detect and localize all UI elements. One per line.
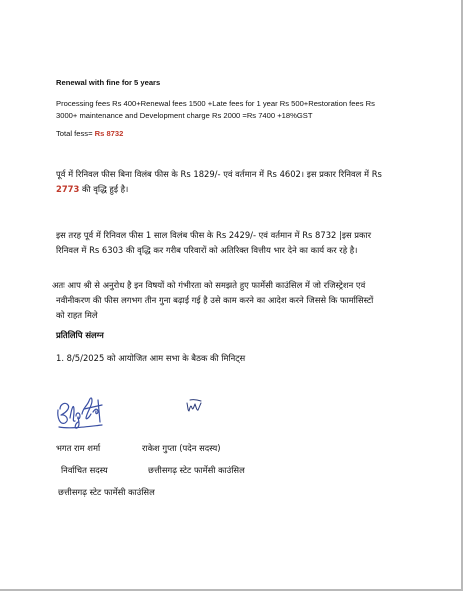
total-fees xyxy=(56,128,123,140)
paragraph-2-line-2: रिनिवल में Rs 6303 की वृद्धि कर गरीब परिवारों को अतिरिक्त वित्तीय भार देने का कार्य कर रहे है। xyxy=(56,245,358,255)
signatory-left-name: भगत राम शर्मा xyxy=(56,443,101,453)
fees-line-1: Processing fees Rs 400+Renewal fees 1500 +Late fees for 1 year Rs 500+Restoration fees Rs xyxy=(56,99,375,108)
paragraph-3-line-1: अतः आप श्री से अनुरोध है इन विषयों को गंभीरता को समझते हुए फार्मेसी काउंसिल में जो रजिस्ट्रेशन एवं xyxy=(52,280,366,290)
paragraph-1-line-2 xyxy=(56,182,128,197)
fees-line-2: 3000+ maintenance and Development charge Rs 2000 =Rs 7400 +18%GST xyxy=(56,111,313,120)
copy-item: 1. 8/5/2025 को आयोजित आम सभा के बैठक की मिनिट्स xyxy=(56,353,246,363)
signatory-right-title: छत्तीसगढ़ स्टेट फार्मेसी काउंसिल xyxy=(148,465,245,475)
signature-left-image xyxy=(56,392,106,432)
copy-heading: प्रतिलिपि संलग्न xyxy=(56,330,104,340)
signatory-organization: छत्तीसगढ़ स्टेट फार्मेसी काउंसिल xyxy=(58,487,155,497)
signatory-right-name: राकेश गुप्ता (पदेन सदस्य) xyxy=(142,443,221,453)
paragraph-1-rest: की वृद्धि हुई है। xyxy=(79,184,129,194)
increase-amount: 2773 xyxy=(56,184,80,194)
signature-right-image xyxy=(184,398,206,414)
paragraph-3-line-2: नवीनीकरण की फीस लगभग तीन गुना बढ़ाई गई है उसे काम करने का आदेश करने जिससे कि फार्मासिस्टों xyxy=(56,295,374,305)
document-heading: Renewal with fine for 5 years xyxy=(56,78,161,87)
total-label: Total fess= xyxy=(56,129,95,138)
signatory-left-title: निर्वाचित सदस्य xyxy=(61,465,108,475)
paragraph-1-line-1: पूर्व में रिनिवल फीस बिना विलंब फीस के Rs 1829/- एवं वर्तमान में Rs 4602। इस प्रकार रिनिवल में Rs xyxy=(56,169,382,179)
paragraph-3-line-3: को राहत मिले xyxy=(56,310,98,320)
paragraph-2-line-1: इस तरह पूर्व में रिनिवल फीस 1 साल विलंब फीस के Rs 2429/- एवं वर्तमान में Rs 8732 |इस प्रकार xyxy=(56,230,372,240)
total-value: Rs 8732 xyxy=(94,129,124,138)
